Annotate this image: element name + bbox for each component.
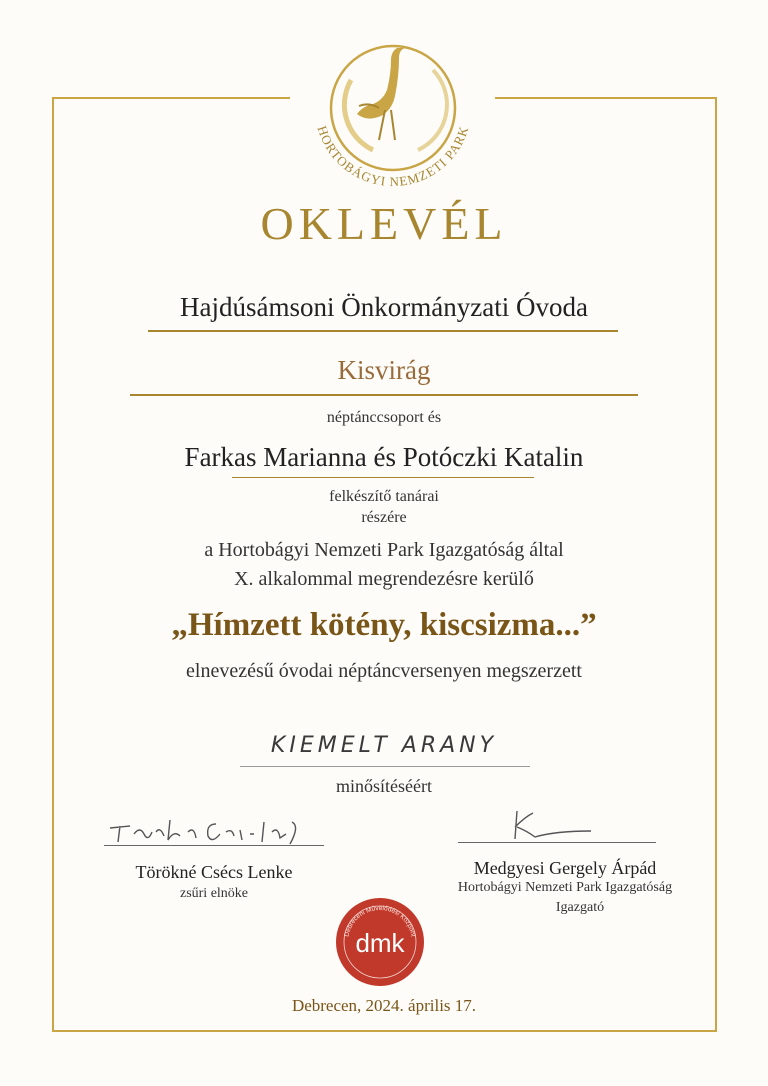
left-signer-name: Törökné Csécs Lenke	[135, 862, 293, 882]
body-line-1: a Hortobágyi Nemzeti Park Igazgatóság által	[204, 539, 564, 561]
teachers-role: felkészítő tanárai	[329, 488, 439, 505]
left-signature-line	[104, 845, 324, 846]
page-title: OKLEVÉL	[260, 198, 508, 249]
award-underline	[240, 766, 530, 767]
right-signer-role: Hortobágyi Nemzeti Park Igazgatóság	[457, 880, 673, 895]
school-name: Hajdúsámsoni Önkormányzati Óvoda	[180, 292, 588, 322]
teachers-names: Farkas Marianna és Potóczki Katalin	[184, 442, 584, 472]
teachers-underline	[232, 477, 534, 478]
right-signature-line	[458, 842, 656, 843]
group-suffix: néptánccsoport és	[326, 409, 442, 426]
left-signer-role: zsűri elnöke	[179, 886, 249, 901]
body-line-3: elnevezésű óvodai néptáncversenyen megszerzett	[186, 660, 582, 682]
body-line-2: X. alkalommal megrendezésre kerülő	[234, 568, 534, 590]
school-underline	[148, 330, 618, 332]
event-name: „Hímzett kötény, kiscsizma...”	[171, 607, 597, 643]
stamp-text: dmk	[355, 928, 405, 958]
right-signer-name: Medgyesi Gergely Árpád	[473, 858, 657, 878]
group-underline	[130, 394, 638, 396]
recipient-for: részére	[361, 509, 407, 526]
issue-date: Debrecen, 2024. április 17.	[291, 996, 477, 1015]
award-suffix: minősítéséért	[336, 776, 432, 796]
stamp-ring-text: Debreceni Művelődési Központ	[343, 904, 417, 938]
dmk-stamp-icon	[334, 896, 426, 988]
crane-bird-icon	[293, 30, 493, 200]
right-signature	[505, 805, 595, 845]
svg-text:HORTOBÁGYI NEMZETI PARK	[314, 124, 471, 189]
group-name: Kisvirág	[337, 355, 431, 385]
left-signature	[104, 808, 324, 848]
right-signer-title: Igazgató	[555, 900, 605, 915]
award-handwritten: KIEMELT ARANY	[270, 733, 498, 758]
logo-text: HORTOBÁGYI NEMZETI PARK	[314, 123, 472, 190]
